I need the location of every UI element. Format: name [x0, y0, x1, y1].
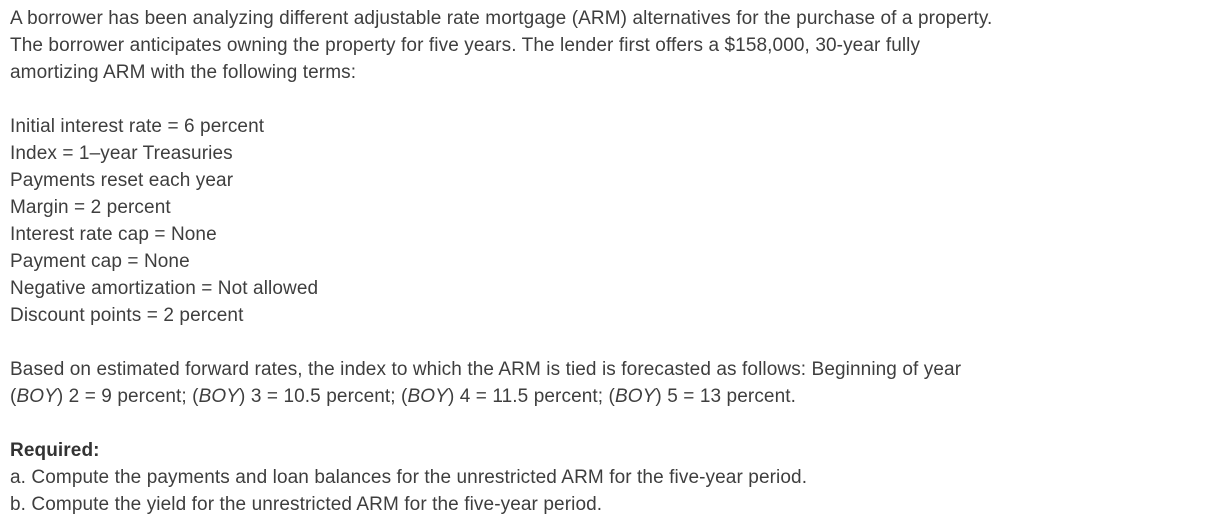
term-interest-rate-cap: Interest rate cap = None: [10, 224, 217, 245]
term-discount-points: Discount points = 2 percent: [10, 305, 244, 326]
term-index: Index = 1–year Treasuries: [10, 143, 233, 164]
term-negative-amortization: Negative amortization = Not allowed: [10, 278, 319, 299]
required-heading: Required:: [10, 440, 100, 461]
boy-abbreviation: BOY: [614, 386, 656, 407]
boy-abbreviation: BOY: [407, 386, 448, 407]
intro-paragraph: [10, 5, 1222, 86]
term-payment-reset: Payments reset each year: [10, 170, 234, 191]
loan-terms-list: [10, 113, 1222, 329]
forecast-segment: (: [10, 386, 17, 407]
term-payment-cap: Payment cap = None: [10, 251, 190, 272]
intro-line-1: A borrower has been analyzing different adjustable rate mortgage (ARM) alternatives for the purchase of a property.: [10, 8, 993, 29]
forecast-paragraph: [10, 356, 1222, 410]
required-item-b: b. Compute the yield for the unrestricted ARM for the five-year period.: [10, 494, 603, 515]
boy-abbreviation: BOY: [16, 386, 57, 407]
intro-line-3: amortizing ARM with the following terms:: [10, 62, 357, 83]
forecast-line-2: [10, 383, 1222, 410]
forecast-segment: ) 5 = 13 percent.: [655, 386, 797, 407]
required-section: [10, 437, 1222, 518]
forecast-line-1: Based on estimated forward rates, the index to which the ARM is tied is forecasted as follows: Beginning of year: [10, 359, 962, 380]
forecast-segment: ) 2 = 9 percent; (: [56, 386, 199, 407]
forecast-segment: ) 3 = 10.5 percent; (: [239, 386, 408, 407]
required-item-a: a. Compute the payments and loan balances for the unrestricted ARM for the five-year period.: [10, 467, 808, 488]
boy-abbreviation: BOY: [198, 386, 240, 407]
forecast-segment: ) 4 = 11.5 percent; (: [447, 386, 615, 407]
term-margin: Margin = 2 percent: [10, 197, 171, 218]
intro-line-2: The borrower anticipates owning the property for five years. The lender first offers a $158,000, 30-year fully: [10, 35, 921, 56]
term-initial-interest-rate: Initial interest rate = 6 percent: [10, 116, 265, 137]
